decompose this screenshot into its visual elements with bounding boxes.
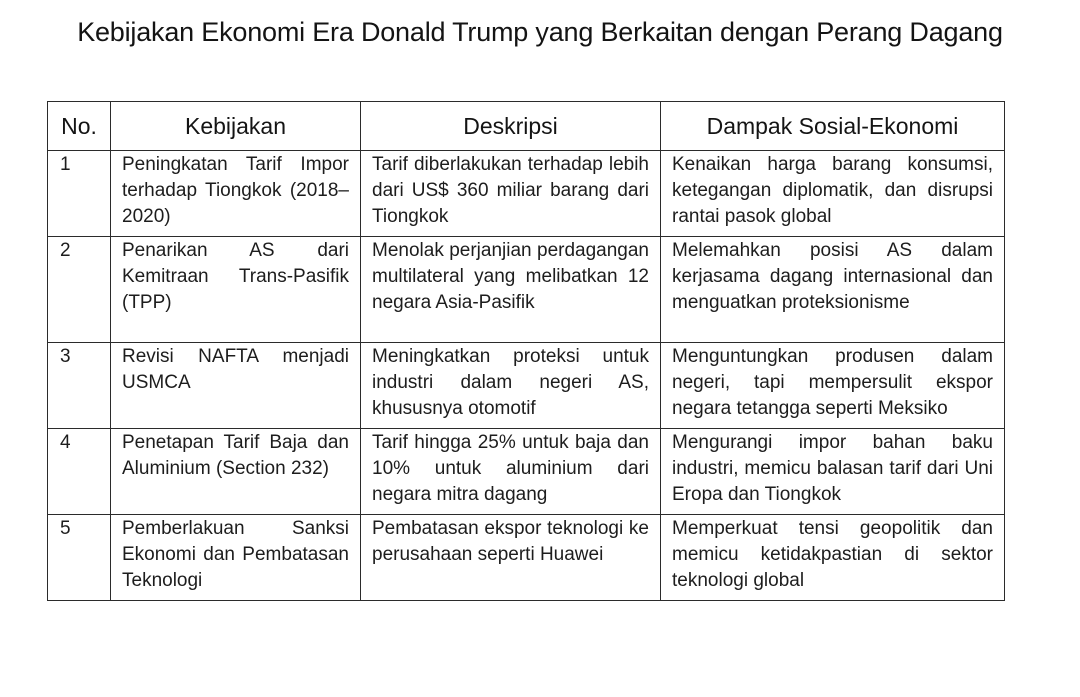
impact-cell: Mengurangi impor bahan baku industri, memicu balasan tarif dari Uni Eropa dan Tiongkok (661, 429, 1005, 515)
row-number: 1 (48, 151, 111, 237)
policy-cell: Penarikan AS dari Kemitraan Trans-Pasifik (TPP) (111, 237, 361, 343)
description-cell: Meningkatkan proteksi untuk industri dalam negeri AS, khususnya otomotif (361, 343, 661, 429)
impact-cell: Menguntungkan produsen dalam negeri, tapi mempersulit ekspor negara tetangga seperti Meksiko (661, 343, 1005, 429)
row-number: 4 (48, 429, 111, 515)
description-cell: Tarif hingga 25% untuk baja dan 10% untuk aluminium dari negara mitra dagang (361, 429, 661, 515)
row-number: 5 (48, 515, 111, 601)
table-row (48, 515, 1005, 601)
table-row (48, 343, 1005, 429)
table-body (48, 151, 1005, 601)
policy-cell: Peningkatan Tarif Impor terhadap Tiongkok (2018–2020) (111, 151, 361, 237)
header-row (48, 102, 1005, 151)
table-row (48, 151, 1005, 237)
row-number: 3 (48, 343, 111, 429)
impact-cell: Kenaikan harga barang konsumsi, ketegangan diplomatik, dan disrupsi rantai pasok global (661, 151, 1005, 237)
description-cell: Tarif diberlakukan terhadap lebih dari US$ 360 miliar barang dari Tiongkok (361, 151, 661, 237)
document-title: Kebijakan Ekonomi Era Donald Trump yang Berkaitan dengan Perang Dagang (77, 17, 1003, 47)
header-no: No. (48, 102, 111, 151)
policy-cell: Pemberlakuan Sanksi Ekonomi dan Pembatasan Teknologi (111, 515, 361, 601)
policy-table (47, 101, 1005, 601)
header-description: Deskripsi (361, 102, 661, 151)
row-number: 2 (48, 237, 111, 343)
impact-cell: Memperkuat tensi geopolitik dan memicu ketidakpastian di sektor teknologi global (661, 515, 1005, 601)
table-header (48, 102, 1005, 151)
description-cell: Menolak perjanjian perdagangan multilateral yang melibatkan 12 negara Asia-Pasifik (361, 237, 661, 343)
policy-cell: Revisi NAFTA menjadi USMCA (111, 343, 361, 429)
table-row (48, 237, 1005, 343)
header-policy: Kebijakan (111, 102, 361, 151)
header-impact: Dampak Sosial-Ekonomi (661, 102, 1005, 151)
policy-cell: Penetapan Tarif Baja dan Aluminium (Section 232) (111, 429, 361, 515)
table-row (48, 429, 1005, 515)
impact-cell: Melemahkan posisi AS dalam kerjasama dagang internasional dan menguatkan proteksionisme (661, 237, 1005, 343)
description-cell: Pembatasan ekspor teknologi ke perusahaan seperti Huawei (361, 515, 661, 601)
